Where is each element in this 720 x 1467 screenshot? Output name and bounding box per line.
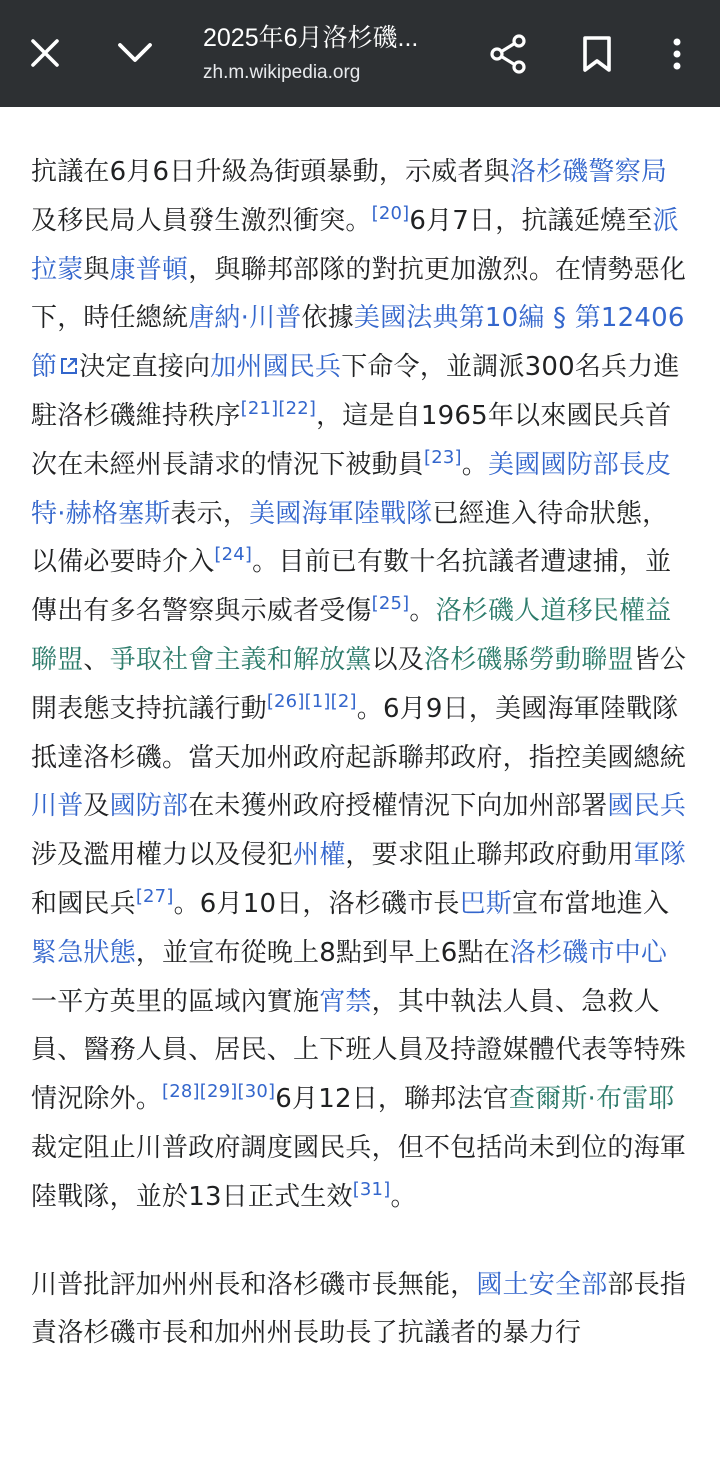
text: ，要求阻止聯邦政府動用 [345,840,634,871]
browser-toolbar [0,0,720,107]
ref-28[interactable]: [28] [162,1081,200,1103]
link-department-of-defense[interactable]: 國防部 [109,791,189,822]
ref-1[interactable]: [1] [304,690,331,712]
text: 皆公開表態支持抗議行動 [31,644,687,724]
link-paramount[interactable]: 派拉蒙 [31,205,679,285]
ref-22[interactable]: [22] [278,398,317,420]
ref-27[interactable]: [27] [135,886,174,908]
text: 及移民局人員發生激烈衝突。 [31,205,372,236]
text: ，與聯邦部隊的對抗更加激烈。在情勢惡化下，時任總統 [31,254,687,334]
link-states-rights[interactable]: 州權 [293,840,346,871]
text: 在未獲州政府授權情況下向加州部署 [188,791,608,822]
text: 涉及濫用權力以及侵犯 [31,840,294,871]
ref-21[interactable]: [21] [240,398,279,420]
article-content [31,148,693,1397]
chevron-down-icon[interactable] [117,42,153,64]
ref-24[interactable]: [24] [214,544,253,566]
link-national-guard[interactable]: 國民兵 [607,791,687,822]
text: 依據 [301,303,354,334]
text: 裁定阻止川普政府調度國民兵，但不包括尚未到位的海軍陸戰隊，並於13日正式生效 [31,1132,687,1212]
external-link-icon [59,356,79,376]
text: 。6月10日，洛杉磯市長 [173,888,460,919]
link-us-code-title10[interactable]: 美國法典第10編 § 第12406節 [31,303,685,383]
text: 抗議在6月6日升級為街頭暴動，示威者與 [31,157,510,187]
close-icon[interactable] [30,38,60,68]
link-state-of-emergency[interactable]: 緊急狀態 [31,937,136,968]
text: 以及 [371,644,425,675]
link-hegseth[interactable]: 美國國防部長皮特·赫格塞斯 [31,449,672,529]
text: 下命令，並調派300名兵力進駐洛杉磯維持秩序 [31,352,680,431]
link-chirla[interactable]: 洛杉磯人道移民權益聯盟 [31,596,672,675]
ref-31[interactable]: [31] [352,1178,391,1200]
text: 及 [83,791,110,822]
page-title-block[interactable] [203,22,463,86]
text: 6月7日，抗議延燒至 [409,205,653,236]
ref-30[interactable]: [30] [237,1081,276,1103]
text: 。 [390,1181,417,1212]
link-karen-bass[interactable]: 巴斯 [459,888,512,919]
text: ，這是自1965年以來國民兵首次在未經州長請求的情況下被動員 [31,400,672,480]
link-compton[interactable]: 康普頓 [109,254,189,285]
article-paragraph-1 [31,148,693,1222]
text: 。6月9日，美國海軍陸戰隊抵達洛杉磯。當天加州政府起訴聯邦政府，指控美國總統 [31,693,687,773]
text: 。 [461,449,488,480]
article-paragraph-2 [31,1261,693,1359]
share-icon[interactable] [489,34,527,74]
text: 和國民兵 [31,888,136,919]
text: ，其中執法人員、急救人員、醫務人員、居民、上下班人員及持證媒體代表等特殊情況除外。 [31,986,687,1115]
ref-2[interactable]: [2] [330,690,357,712]
text: 川普批評加州州長和洛杉磯市長無能， [31,1269,477,1300]
text: 表示， [170,498,250,529]
text: 。目前已有數十名抗議者遭逮捕，並傳出有多名警察與示威者受傷 [31,547,672,627]
text: 宣布當地進入 [512,888,670,919]
text: 一平方英里的區域內實施 [31,986,320,1017]
page-domain: zh.m.wikipedia.org [203,62,361,83]
bookmark-icon[interactable] [582,35,612,73]
link-trump[interactable]: 川普 [31,791,84,822]
ref-26[interactable]: [26] [266,690,305,712]
link-curfew[interactable]: 宵禁 [319,986,372,1017]
link-lapd[interactable]: 洛杉磯警察局 [509,157,668,187]
text: 、 [83,644,110,675]
text: 決定直接向 [79,352,211,383]
text: ，並宣布從晚上8點到早上6點在 [135,937,510,968]
text: 。 [409,596,436,627]
link-donald-trump[interactable]: 唐納·川普 [188,303,302,334]
text: 6月12日，聯邦法官 [275,1084,509,1115]
link-downtown-la[interactable]: 洛杉磯市中心 [509,937,668,968]
link-usmc[interactable]: 美國海軍陸戰隊 [249,498,433,529]
text: 部長指責洛杉磯市長和加州州長助長了抗議者的暴力行 [31,1269,687,1349]
link-dhs[interactable]: 國土安全部 [476,1269,608,1300]
link-la-county-federation-of-labor[interactable]: 洛杉磯縣勞動聯盟 [424,644,634,675]
ref-29[interactable]: [29] [199,1081,238,1103]
text: 已經進入待命狀態，以備必要時介入 [31,498,669,578]
link-military[interactable]: 軍隊 [633,840,687,871]
text: 與 [83,254,110,285]
page-title: 2025年6月洛杉磯... [203,24,419,52]
link-charles-breyer[interactable]: 查爾斯·布雷耶 [508,1084,675,1115]
ref-23[interactable]: [23] [424,446,462,468]
link-california-national-guard[interactable]: 加州國民兵 [210,352,342,383]
ref-20[interactable]: [20] [371,202,410,224]
ref-25[interactable]: [25] [371,593,410,615]
more-vert-icon[interactable] [670,37,684,71]
link-psl[interactable]: 爭取社會主義和解放黨 [109,644,372,675]
